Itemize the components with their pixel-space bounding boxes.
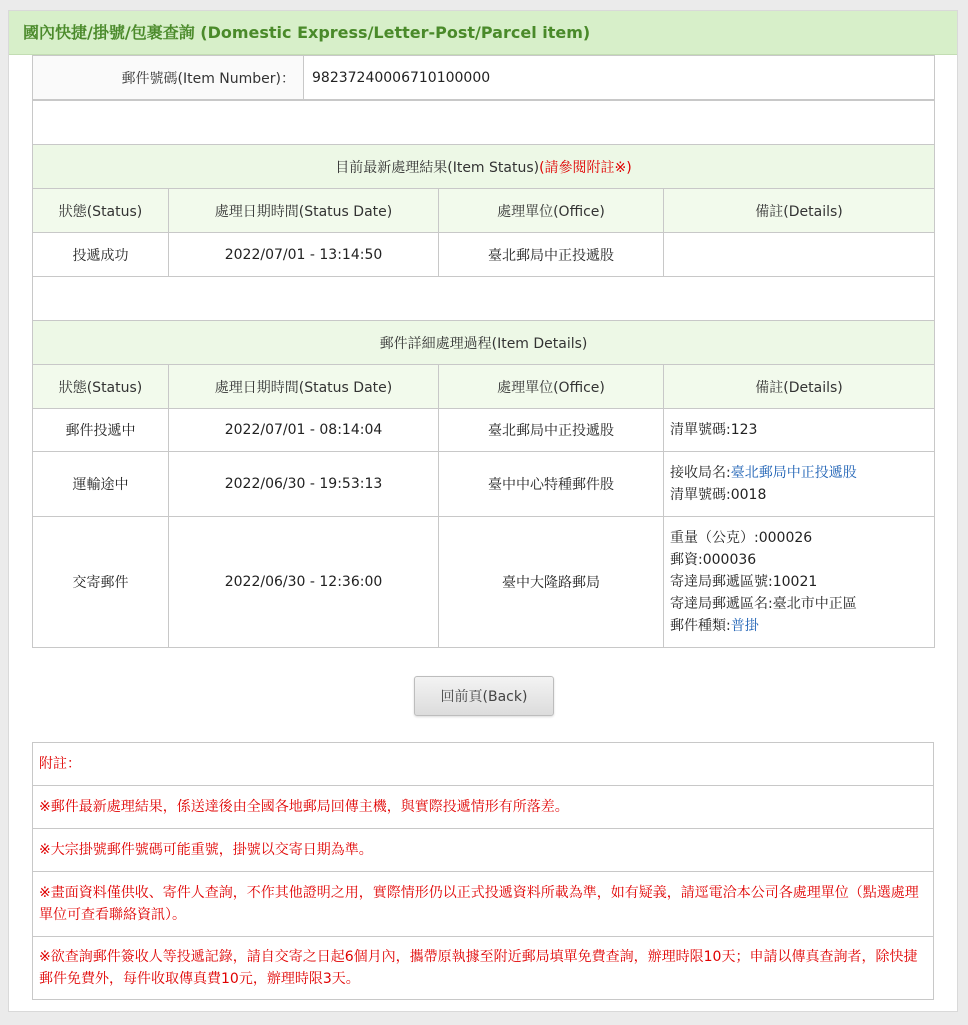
- detail-line: 寄達局郵遞區名:臺北市中正區: [670, 596, 857, 612]
- latest-date: 2022/07/01 - 13:14:50: [169, 233, 439, 277]
- history-status: 郵件投遞中: [33, 409, 169, 452]
- col-status: 狀態(Status): [33, 189, 169, 233]
- history-status: 交寄郵件: [33, 517, 169, 648]
- tracking-panel: [8, 10, 958, 1012]
- history-status: 運輸途中: [33, 452, 169, 517]
- history-office-link[interactable]: 臺中中心特種郵件股: [439, 452, 664, 517]
- history-row: [33, 409, 935, 452]
- history-details: [664, 517, 935, 648]
- detail-line: 郵資:000036: [670, 552, 757, 568]
- history-row: [33, 452, 935, 517]
- history-row: [33, 517, 935, 648]
- history-details: [664, 452, 935, 517]
- latest-status: 投遞成功: [33, 233, 169, 277]
- spacer-row: [33, 277, 935, 321]
- button-area: [9, 648, 957, 742]
- item-number-table: [32, 55, 935, 100]
- item-details-heading: 郵件詳細處理過程(Item Details): [33, 321, 935, 365]
- status-table: [32, 100, 935, 648]
- col-details: 備註(Details): [664, 365, 935, 409]
- note-item: ※大宗掛號郵件號碼可能重號，掛號以交寄日期為準。: [33, 829, 934, 872]
- latest-office-link[interactable]: 臺北郵局中正投遞股: [439, 233, 664, 277]
- notes-table: [32, 742, 934, 1000]
- detail-label: 郵件種類:: [670, 618, 731, 634]
- history-date: 2022/06/30 - 12:36:00: [169, 517, 439, 648]
- latest-details: [664, 233, 935, 277]
- col-office: 處理單位(Office): [439, 189, 664, 233]
- receiving-office-link[interactable]: 臺北郵局中正投遞股: [730, 465, 857, 481]
- notes-heading: 附註：: [33, 743, 934, 786]
- item-number-label: 郵件號碼(Item Number)：: [33, 56, 304, 100]
- history-details: [664, 409, 935, 452]
- spacer-row: [33, 101, 935, 145]
- mail-type-link[interactable]: 普掛: [730, 618, 759, 634]
- note-item: ※郵件最新處理結果，係送達後由全國各地郵局回傳主機，與實際投遞情形有所落差。: [33, 786, 934, 829]
- col-date: 處理日期時間(Status Date): [169, 189, 439, 233]
- col-status: 狀態(Status): [33, 365, 169, 409]
- note-item: ※畫面資料僅供收、寄件人查詢，不作其他證明之用，實際情形仍以正式投遞資料所載為準，如有疑義，請逕電洽本公司各處理單位（點選處理單位可查看聯絡資訊）。: [33, 872, 934, 937]
- col-office: 處理單位(Office): [439, 365, 664, 409]
- back-button[interactable]: 回前頁(Back): [414, 676, 554, 716]
- item-number-value: 98237240006710100000: [304, 56, 935, 100]
- note-item: ※欲查詢郵件簽收人等投遞記錄，請自交寄之日起6個月內，攜帶原執據至附近郵局填單免費查詢，辦理時限10天；申請以傳真查詢者，除快捷郵件免費外，每件收取傳真費10元，辦理時限3天。: [33, 937, 934, 1000]
- detail-line: 寄達局郵遞區號:10021: [670, 574, 818, 590]
- item-status-heading: [33, 145, 935, 189]
- page-title: 國內快捷/掛號/包裹查詢 (Domestic Express/Letter-Post/Parcel item): [9, 11, 957, 55]
- col-details: 備註(Details): [664, 189, 935, 233]
- history-office-link[interactable]: 臺中大隆路郵局: [439, 517, 664, 648]
- item-status-note: (請參閱附註※): [539, 159, 632, 176]
- detail-line: 重量（公克）:000026: [670, 530, 813, 546]
- col-date: 處理日期時間(Status Date): [169, 365, 439, 409]
- history-date: 2022/06/30 - 19:53:13: [169, 452, 439, 517]
- history-date: 2022/07/01 - 08:14:04: [169, 409, 439, 452]
- detail-line: 清單號碼:123: [670, 422, 758, 438]
- item-status-title: 目前最新處理結果(Item Status): [335, 159, 540, 176]
- history-office-link[interactable]: 臺北郵局中正投遞股: [439, 409, 664, 452]
- detail-label: 接收局名:: [670, 465, 731, 481]
- detail-line: 清單號碼:0018: [670, 487, 767, 503]
